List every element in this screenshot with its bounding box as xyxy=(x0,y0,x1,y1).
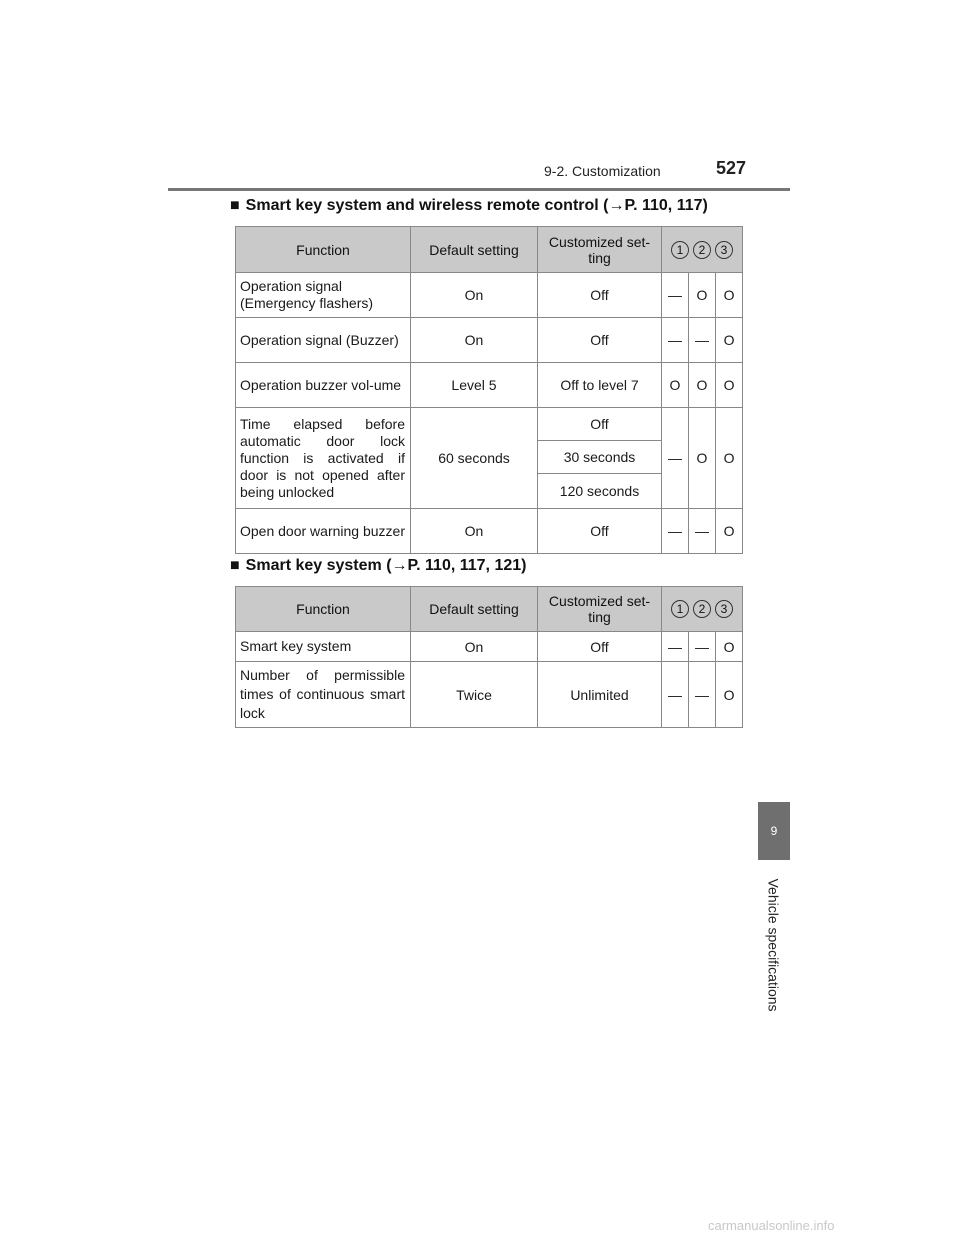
arrow-icon: → xyxy=(608,197,625,214)
method-2-cell: O xyxy=(689,408,716,509)
table-header-row xyxy=(236,587,743,632)
header-default-setting: Default setting xyxy=(411,587,538,632)
method-1-cell: — xyxy=(662,662,689,728)
custom-cell: Off to level 7 xyxy=(538,363,662,408)
function-cell: Number of permissible times of continuous smart lock xyxy=(236,662,411,728)
custom-option-cell: Off xyxy=(538,408,662,441)
section-title-text: Smart key system and wireless remote control ( xyxy=(245,197,609,214)
method-3-cell: O xyxy=(716,363,743,408)
header-customized-setting: Customized set-ting xyxy=(538,587,662,632)
header-method-numbers xyxy=(662,227,743,273)
watermark: carmanualsonline.info xyxy=(708,1218,835,1233)
function-cell: Time elapsed before automatic door lock function is activated if door is not opened after being unlocked xyxy=(236,408,411,509)
smart-key-table xyxy=(235,586,743,728)
method-3-cell: O xyxy=(716,632,743,662)
square-bullet-icon: ■ xyxy=(230,197,240,214)
header-function: Function xyxy=(236,227,411,273)
page-number: 527 xyxy=(716,158,747,178)
default-cell: Level 5 xyxy=(411,363,538,408)
method-1-cell: — xyxy=(662,632,689,662)
custom-option-cell: 120 seconds xyxy=(538,474,662,509)
section-title-smart-key xyxy=(230,557,526,575)
default-cell: On xyxy=(411,318,538,363)
method-3-cell: O xyxy=(716,509,743,554)
header-default-setting: Default setting xyxy=(411,227,538,273)
method-3-icon: 3 xyxy=(715,241,733,259)
custom-cell: Off xyxy=(538,318,662,363)
table-row xyxy=(236,363,743,408)
custom-option-cell: 30 seconds xyxy=(538,441,662,474)
method-1-icon: 1 xyxy=(671,241,689,259)
default-cell: On xyxy=(411,509,538,554)
arrow-icon: → xyxy=(391,557,408,574)
default-cell: 60 seconds xyxy=(411,408,538,509)
table-row xyxy=(236,662,743,728)
section-title-smart-key-wireless xyxy=(230,197,708,215)
method-3-icon: 3 xyxy=(715,600,733,618)
header-divider xyxy=(168,188,790,191)
chapter-section-label: 9-2. Customization xyxy=(544,163,661,179)
square-bullet-icon: ■ xyxy=(230,557,240,574)
table-row xyxy=(236,273,743,318)
chapter-label xyxy=(760,870,788,1020)
method-2-cell: — xyxy=(689,509,716,554)
method-2-cell: O xyxy=(689,363,716,408)
function-cell: Open door warning buzzer xyxy=(236,509,411,554)
method-1-cell: — xyxy=(662,273,689,318)
default-cell: On xyxy=(411,632,538,662)
method-2-cell: — xyxy=(689,632,716,662)
method-3-cell: O xyxy=(716,408,743,509)
table-header-row xyxy=(236,227,743,273)
custom-cell: Off xyxy=(538,632,662,662)
function-cell: Smart key system xyxy=(236,632,411,662)
method-3-cell: O xyxy=(716,273,743,318)
chapter-tab[interactable]: 9 xyxy=(758,802,790,860)
method-1-cell: — xyxy=(662,318,689,363)
method-3-cell: O xyxy=(716,318,743,363)
method-1-cell: — xyxy=(662,408,689,509)
default-cell: On xyxy=(411,273,538,318)
method-1-cell: — xyxy=(662,509,689,554)
method-1-icon: 1 xyxy=(671,600,689,618)
method-2-icon: 2 xyxy=(693,600,711,618)
custom-cell: Off xyxy=(538,273,662,318)
method-2-cell: O xyxy=(689,273,716,318)
header-customized-setting: Customized set-ting xyxy=(538,227,662,273)
custom-cell: Unlimited xyxy=(538,662,662,728)
header-function: Function xyxy=(236,587,411,632)
function-cell: Operation signal (Buzzer) xyxy=(236,318,411,363)
function-cell: Operation signal (Emergency flashers) xyxy=(236,273,411,318)
default-cell: Twice xyxy=(411,662,538,728)
table-row xyxy=(236,318,743,363)
header-method-numbers xyxy=(662,587,743,632)
table-row xyxy=(236,509,743,554)
method-2-icon: 2 xyxy=(693,241,711,259)
method-1-cell: O xyxy=(662,363,689,408)
table-row xyxy=(236,408,743,441)
method-2-cell: — xyxy=(689,662,716,728)
function-cell: Operation buzzer vol-ume xyxy=(236,363,411,408)
custom-cell: Off xyxy=(538,509,662,554)
page-reference-link[interactable]: P. 110, 117) xyxy=(624,197,708,214)
method-3-cell: O xyxy=(716,662,743,728)
method-2-cell: — xyxy=(689,318,716,363)
smart-key-wireless-table xyxy=(235,226,743,554)
page-reference-link[interactable]: P. 110, 117, 121) xyxy=(407,557,527,574)
table-row xyxy=(236,632,743,662)
section-title-text: Smart key system ( xyxy=(245,557,392,574)
chapter-label-text: Vehicle specifications xyxy=(766,878,783,1012)
